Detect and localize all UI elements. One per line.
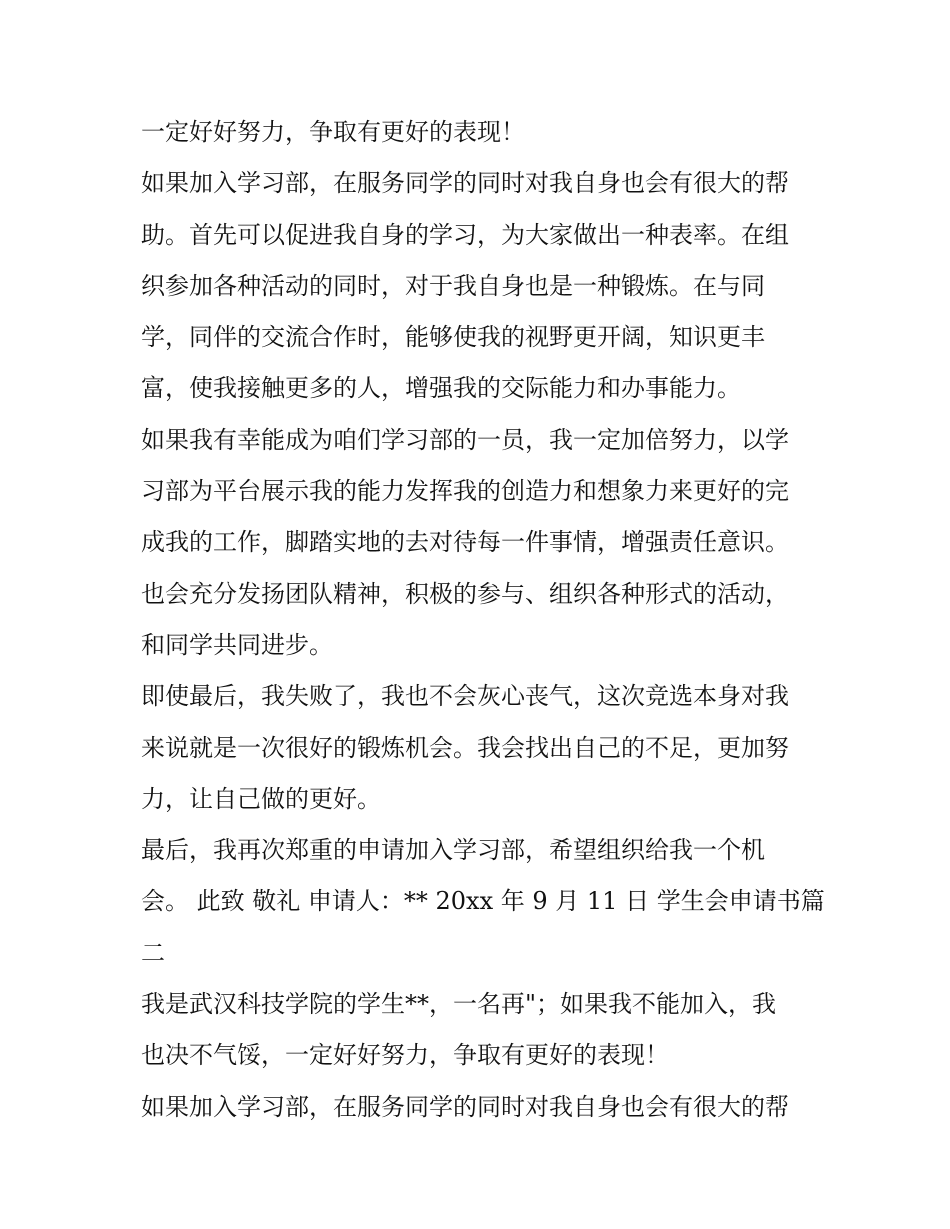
- text-line: 学，同伴的交流合作时，能够使我的视野更开阔，知识更丰: [141, 323, 765, 352]
- text-line: 富，使我接触更多的人，增强我的交际能力和办事能力。: [141, 374, 741, 403]
- text-line: 和同学共同进步。: [141, 630, 333, 659]
- text-line: 也决不气馁，一定好好努力，争取有更好的表现！: [141, 1041, 669, 1070]
- text-line: 也会充分发扬团队精神，积极的参与、组织各种形式的活动，: [141, 579, 789, 608]
- text-line: 即使最后，我失败了，我也不会灰心丧气，这次竞选本身对我: [141, 682, 789, 711]
- text-line: 织参加各种活动的同时，对于我自身也是一种锻炼。在与同: [141, 271, 765, 300]
- text-line: 二: [141, 938, 165, 967]
- text-line: 习部为平台展示我的能力发挥我的创造力和想象力来更好的完: [141, 477, 789, 506]
- document-body: [141, 107, 825, 1133]
- text-line: 会。 此致 敬礼 申请人：** 20xx 年 9 月 11 日 学生会申请书篇: [141, 887, 825, 916]
- text-line: 如果加入学习部，在服务同学的同时对我自身也会有很大的帮: [141, 1092, 789, 1121]
- text-line: 我是武汉科技学院的学生**，一名再"；如果我不能加入，我: [141, 990, 777, 1019]
- text-line: 如果加入学习部，在服务同学的同时对我自身也会有很大的帮: [141, 169, 789, 198]
- text-line: 最后，我再次郑重的申请加入学习部，希望组织给我一个机: [141, 836, 765, 865]
- text-line: 成我的工作，脚踏实地的去对待每一件事情，增强责任意识。: [141, 528, 789, 557]
- text-line: 来说就是一次很好的锻炼机会。我会找出自己的不足，更加努: [141, 733, 789, 762]
- text-line: 如果我有幸能成为咱们学习部的一员，我一定加倍努力，以学: [141, 425, 789, 454]
- text-line: 助。首先可以促进我自身的学习，为大家做出一种表率。在组: [141, 220, 789, 249]
- text-line: 一定好好努力，争取有更好的表现！: [141, 118, 525, 146]
- text-line: 力，让自己做的更好。: [141, 784, 381, 813]
